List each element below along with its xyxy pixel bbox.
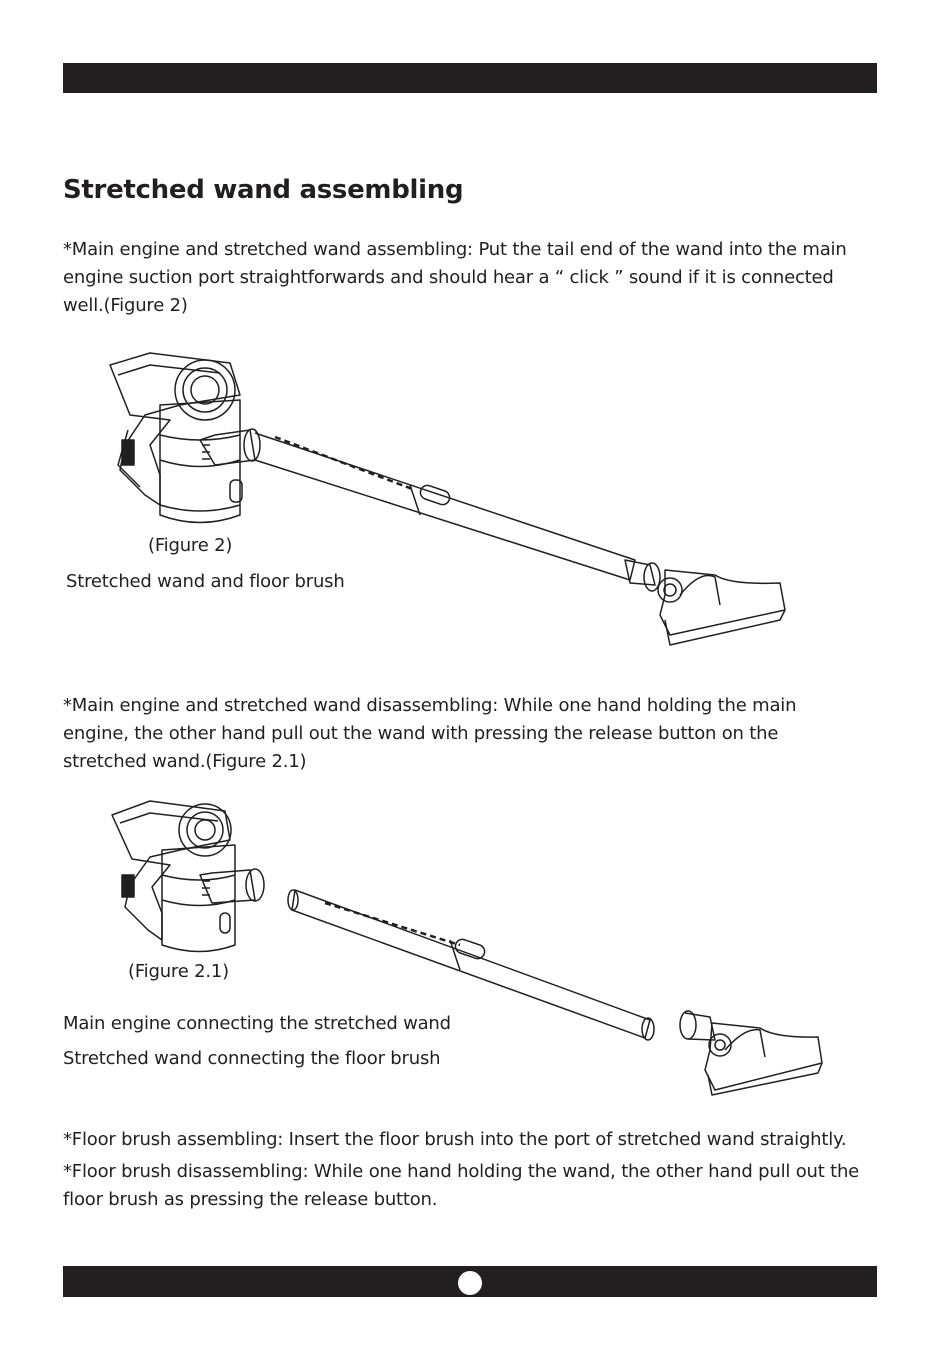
engine-handle [112,801,230,940]
disassembling-paragraph: *Main engine and stretched wand disassembling: While one hand holding the main engine, the other hand pull out the wand with pressing the release button on the stretched wand.(Figure 2.1) [63,695,797,772]
figure-2-1-label-engine: Main engine connecting the stretched wand [63,1013,451,1034]
figure-2-1-label-brush: Stretched wand connecting the floor brush [63,1048,441,1069]
brush-assembling-paragraph: *Floor brush assembling: Insert the floor brush into the port of stretched wand straightly. [63,1129,847,1150]
wand [255,433,635,580]
section-title: Stretched wand assembling [63,175,464,205]
handle [110,353,240,505]
engine-body [162,845,235,952]
page-number-dot [458,1271,482,1295]
figure-2-label: Stretched wand and floor brush [66,571,345,592]
brush-disassembling-paragraph: *Floor brush disassembling: While one hand holding the wand, the other hand pull out the floor brush as pressing the release button. [63,1161,860,1210]
figure-2-caption: (Figure 2) [148,535,233,556]
footer-bar [63,1266,877,1297]
dial [175,360,235,420]
header-bar [63,63,877,93]
cyclone-body [160,400,240,523]
assembling-paragraph: *Main engine and stretched wand assembling: Put the tail end of the wand into the main engine suction port straightforwards and should hear a “ click ” sound if it is connected well.(Figure 2) [63,239,847,316]
figure-2-1-caption: (Figure 2.1) [128,961,229,982]
figure-2-illustration [90,345,800,660]
floor-brush [660,570,785,635]
separated-floor-brush [705,1023,822,1090]
